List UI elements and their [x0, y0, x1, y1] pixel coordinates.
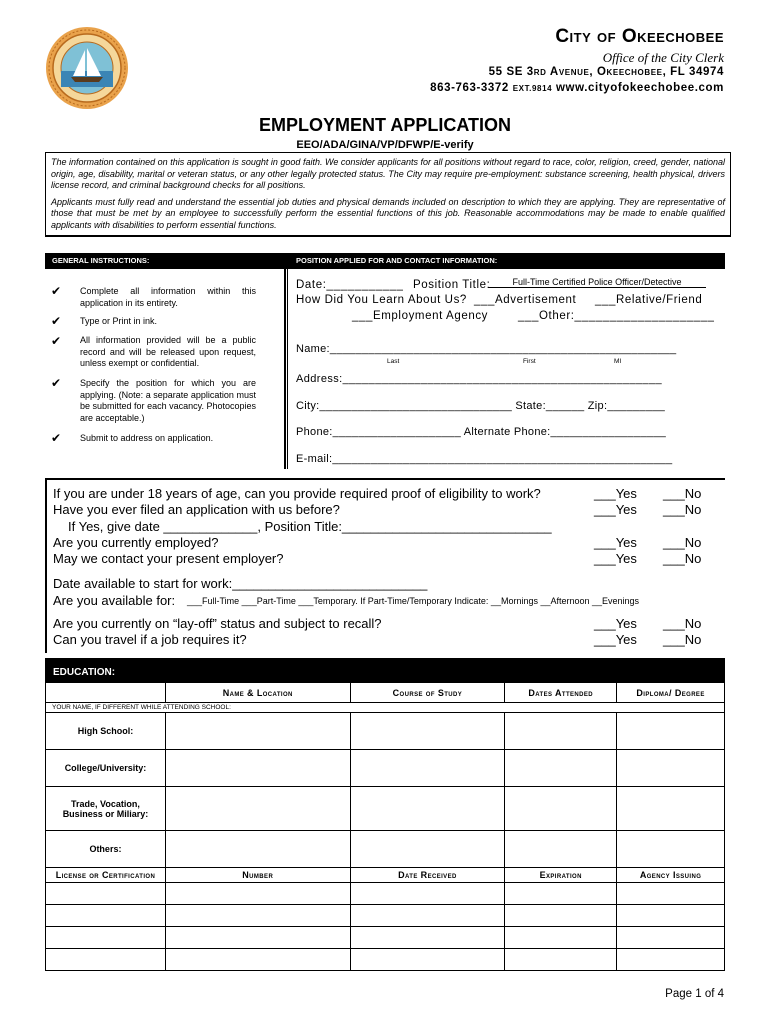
col-header-number: Number	[165, 868, 350, 883]
input-cell[interactable]	[165, 831, 350, 868]
input-cell[interactable]	[165, 787, 350, 831]
general-instructions-header: GENERAL INSTRUCTIONS:	[45, 253, 292, 269]
position-title-value: Full-Time Certified Police Officer/Detective	[512, 277, 682, 287]
input-cell[interactable]	[617, 750, 725, 787]
instruction-item: Submit to address on application.	[80, 433, 214, 443]
col-header-name-location: Name & Location	[165, 683, 350, 703]
section-divider	[287, 269, 288, 469]
row-label-high-school: High School:	[46, 713, 166, 750]
input-cell[interactable]	[505, 750, 617, 787]
col-header-diploma: Diploma/ Degree	[617, 683, 725, 703]
input-cell[interactable]	[350, 787, 505, 831]
col-header-course: Course of Study	[350, 683, 505, 703]
input-cell[interactable]	[617, 713, 725, 750]
name-mi-label: MI	[614, 358, 622, 365]
city-state-zip-field[interactable]: City:______________________________ State:______ Zip:_________	[296, 400, 666, 412]
input-cell[interactable]	[46, 927, 166, 949]
form-title: EMPLOYMENT APPLICATION	[259, 115, 511, 135]
input-cell[interactable]	[505, 949, 617, 971]
yes-option[interactable]: ___Yes	[594, 486, 637, 501]
intro-paragraph-2: Applicants must fully read and understand the essential job duties and physical demands included on description to which they are applying. They are representative of those that must be met by an employee to successfully perform the essential functions of this job. Reasonable accommodations may be made to enable qualified applicants with disabilities to perform essential functions.	[51, 196, 725, 230]
no-option[interactable]: ___No	[663, 551, 702, 566]
input-cell[interactable]	[350, 883, 505, 905]
date-field[interactable]: Date:___________	[296, 279, 404, 291]
input-cell[interactable]	[505, 905, 617, 927]
yes-option[interactable]: ___Yes	[594, 632, 637, 647]
no-option[interactable]: ___No	[663, 632, 702, 647]
office-ext: EXT.9814	[512, 84, 553, 93]
question-layoff-status: Are you currently on “lay-off” status and subject to recall?	[53, 616, 382, 631]
advertisement-option[interactable]: ___Advertisement	[474, 294, 577, 306]
input-cell[interactable]	[617, 927, 725, 949]
question-currently-employed: Are you currently employed?	[53, 535, 219, 550]
col-header-license: License or Certification	[46, 868, 166, 883]
input-cell[interactable]	[46, 949, 166, 971]
phone-field[interactable]: Phone:____________________ Alternate Phone:__________________	[296, 426, 667, 438]
question-travel: Can you travel if a job requires it?	[53, 632, 247, 647]
input-cell[interactable]	[165, 905, 350, 927]
section-divider	[284, 269, 286, 469]
input-cell[interactable]	[617, 831, 725, 868]
question-minor-eligibility: If you are under 18 years of age, can you provide required proof of eligibility to work?	[53, 486, 541, 501]
input-cell[interactable]	[165, 750, 350, 787]
instruction-item: Complete all information within this application in its entirety.	[80, 286, 256, 308]
intro-paragraph-1: The information contained on this application is sought in good faith. We consider applicants for all positions without regard to race, color, religion, creed, gender, national origin, age, disability, marital or veteran status, or any other legally protected status. The City may require pre-employment: substance screening, health physical, drivers license record, and criminal background checks for all positions.	[51, 157, 725, 191]
name-last-label: Last	[387, 358, 400, 365]
education-table	[45, 682, 725, 971]
date-available-field[interactable]: Date available to start for work:___________________________	[53, 576, 428, 591]
city-seal-logo	[45, 26, 129, 110]
office-address: 55 SE 3rd Avenue, Okeechobee, FL 34974	[488, 66, 724, 78]
row-label-trade: Trade, Vocation, Business or Miliary:	[46, 787, 166, 831]
checkmark-icon: ✔	[51, 314, 62, 328]
input-cell[interactable]	[46, 883, 166, 905]
input-cell[interactable]	[350, 831, 505, 868]
input-cell[interactable]	[350, 927, 505, 949]
input-cell[interactable]	[505, 831, 617, 868]
input-cell[interactable]	[165, 883, 350, 905]
position-title-input[interactable]	[488, 277, 706, 288]
yes-option[interactable]: ___Yes	[594, 551, 637, 566]
position-contact-header: POSITION APPLIED FOR AND CONTACT INFORMATION:	[289, 253, 725, 269]
no-option[interactable]: ___No	[663, 616, 702, 631]
input-cell[interactable]	[617, 787, 725, 831]
input-cell[interactable]	[617, 949, 725, 971]
office-website[interactable]: www.cityofokeechobee.com	[556, 82, 724, 94]
checkmark-icon: ✔	[51, 431, 62, 445]
input-cell[interactable]	[617, 905, 725, 927]
col-header-dates: Dates Attended	[505, 683, 617, 703]
former-name-label: YOUR NAME, IF DIFFERENT WHILE ATTENDING SCHOOL:	[52, 704, 231, 711]
col-header-agency: Agency Issuing	[617, 868, 725, 883]
office-phone: 863-763-3372	[430, 82, 509, 94]
question-availability: Are you available for:	[53, 593, 176, 608]
no-option[interactable]: ___No	[663, 535, 702, 550]
col-header-expiration: Expiration	[505, 868, 617, 883]
checkmark-icon: ✔	[51, 334, 62, 348]
col-header-date-received: Date Received	[350, 868, 505, 883]
previous-application-details[interactable]: If Yes, give date _____________, Position Title:_____________________________	[68, 519, 552, 534]
input-cell[interactable]	[505, 927, 617, 949]
input-cell[interactable]	[350, 905, 505, 927]
city-name: City of Okeechobee	[555, 26, 724, 47]
yes-option[interactable]: ___Yes	[594, 535, 637, 550]
name-field[interactable]: Name:______________________________________________________	[296, 343, 677, 355]
office-name: Office of the City Clerk	[602, 50, 724, 65]
yes-option[interactable]: ___Yes	[594, 616, 637, 631]
yes-option[interactable]: ___Yes	[594, 502, 637, 517]
row-label-others: Others:	[46, 831, 166, 868]
input-cell[interactable]	[165, 713, 350, 750]
position-title-label: Position Title:	[413, 279, 491, 291]
table-cell	[46, 683, 166, 703]
intro-notice	[45, 152, 731, 237]
other-option[interactable]: ___Other:____________________	[518, 310, 715, 322]
email-field[interactable]: E-mail:_____________________________________________________	[296, 453, 673, 465]
question-contact-employer: May we contact your present employer?	[53, 551, 284, 566]
input-cell[interactable]	[350, 949, 505, 971]
checkmark-icon: ✔	[51, 284, 62, 298]
instruction-item: Type or Print in ink.	[80, 316, 158, 326]
input-cell[interactable]	[505, 883, 617, 905]
input-cell[interactable]	[165, 927, 350, 949]
availability-options[interactable]: ___Full-Time ___Part-Time ___Temporary. If Part-Time/Temporary Indicate: __Mornings __Afternoon __Evenings	[187, 596, 640, 606]
instruction-item: All information provided will be a public record and will be released upon request, unless exempt or confidential.	[80, 335, 256, 368]
office-phone-line	[430, 82, 724, 94]
input-cell[interactable]	[505, 713, 617, 750]
input-cell[interactable]	[350, 713, 505, 750]
employment-agency-option[interactable]: ___Employment Agency	[352, 310, 489, 322]
question-previous-application: Have you ever filed an application with us before?	[53, 502, 340, 517]
input-cell[interactable]	[46, 905, 166, 927]
input-cell[interactable]	[350, 750, 505, 787]
checkmark-icon: ✔	[51, 376, 62, 390]
education-header: EDUCATION:	[45, 658, 725, 682]
input-cell[interactable]	[165, 949, 350, 971]
form-subtitle: EEO/ADA/GINA/VP/DFWP/E-verify	[296, 139, 474, 151]
no-option[interactable]: ___No	[663, 502, 702, 517]
input-cell[interactable]	[617, 883, 725, 905]
address-field[interactable]: Address:_________________________________________________	[296, 373, 662, 385]
no-option[interactable]: ___No	[663, 486, 702, 501]
page-number: Page 1 of 4	[665, 988, 724, 1000]
former-name-field[interactable]	[46, 703, 725, 713]
relative-friend-option[interactable]: ___Relative/Friend	[595, 294, 703, 306]
input-cell[interactable]	[505, 787, 617, 831]
name-first-label: First	[523, 358, 536, 365]
instruction-item: Specify the position for which you are applying. (Note: a separate application must be submitted for each vacancy. Photocopies are acceptable.)	[80, 378, 256, 423]
row-label-college: College/University:	[46, 750, 166, 787]
learn-about-us-label: How Did You Learn About Us?	[296, 294, 467, 306]
